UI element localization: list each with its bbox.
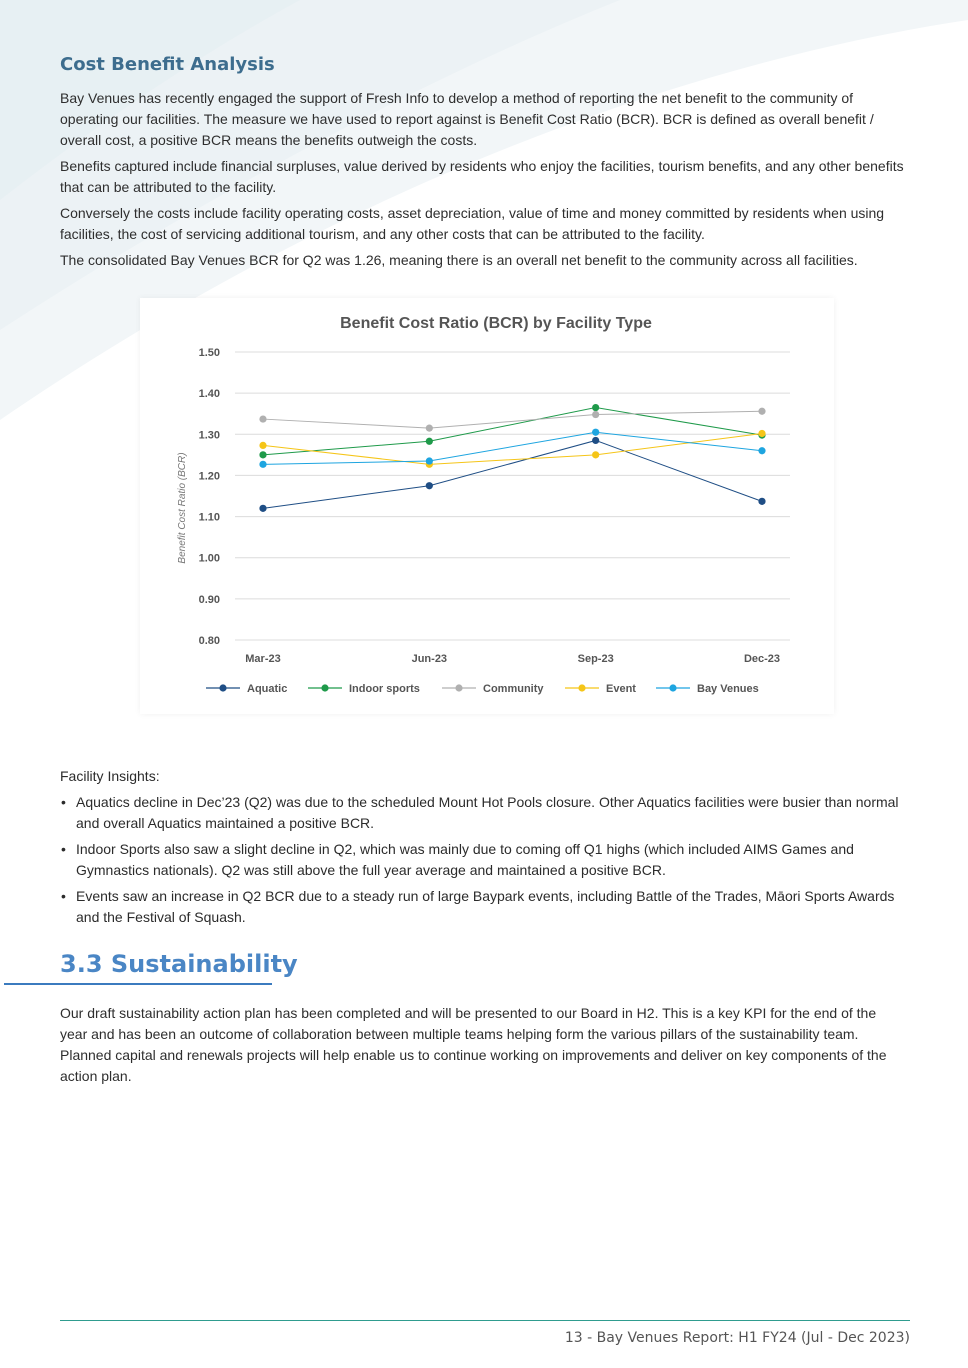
intro-paragraph: The consolidated Bay Venues BCR for Q2 was 1.26, meaning there is an overall net benefit to the community across all facilities. [60,252,858,268]
insights-list [60,792,905,928]
footer-divider [60,1320,910,1321]
data-point [758,498,765,505]
legend-swatch-dot [219,684,226,691]
intro-paragraph: Benefits captured include financial surpluses, value derived by residents who enjoy the facilities, tourism benefits, and any other benefits that can be attributed to the facility. [60,158,904,195]
sustainability-text [60,1003,905,1087]
x-tick-label: Jun-23 [411,653,448,665]
x-tick-label: Sep-23 [577,653,614,665]
insight-item: • Indoor Sports also saw a slight decline in Q2, which was mainly due to coming off Q1 highs (which included AIMS Games and Gymnastics nationals). Q2 was still above the full year average and maintained a positive BCR. [60,839,905,881]
legend-label: Indoor sports [349,683,420,695]
series-line [263,411,762,428]
data-point [259,415,266,422]
x-tick-label: Mar-23 [245,653,281,665]
data-point [426,457,433,464]
data-point [592,411,599,418]
y-tick-label: 1.20 [198,470,220,483]
chart-title: Benefit Cost Ratio (BCR) by Facility Type [340,315,652,332]
y-tick-label: 0.90 [198,593,220,606]
legend-label: Event [606,683,636,695]
y-tick-label: 1.30 [198,429,220,442]
legend-label: Community [483,683,544,695]
sustainability-paragraph: Our draft sustainability action plan has been completed and will be presented to our Board in H2. This is a key KPI for the end of the year and has been an outcome of collaboration between multiple teams helping form the various pillars of the sustainability team. Planned capital and renewals projects will help enable us to continue working on improvements and deliver on key components of the action plan. [60,1005,887,1084]
bcr-chart [140,298,834,714]
insight-item: • Events saw an increase in Q2 BCR due to a steady run of large Baypark events, including Battle of the Trades, Māori Sports Awards and the Festival of Squash. [60,886,905,928]
y-axis-label: Benefit Cost Ratio (BCR) [177,452,188,564]
page-footer: 13 - Bay Venues Report: H1 FY24 (Jul - Dec 2023) [564,1330,910,1346]
y-tick-label: 1.40 [198,388,220,401]
y-tick-label: 0.80 [198,635,220,647]
legend-label: Aquatic [247,683,288,695]
data-point [758,408,765,415]
intro-paragraph: Conversely the costs include facility operating costs, asset depreciation, value of time and money committed by residents when using facilities, the cost of servicing additional tourism, and any other costs that can be attributed to the facility. [60,205,885,242]
y-tick-label: 1.50 [198,347,220,359]
title-underline [4,983,272,985]
data-point [259,461,266,468]
data-point [592,404,599,411]
data-point [758,430,765,437]
data-point [758,447,765,454]
data-point [592,437,599,444]
data-point [426,482,433,489]
bcr-chart-svg [140,298,834,714]
data-point [592,451,599,458]
legend-swatch-dot [321,684,328,691]
legend-label: Bay Venues [697,683,759,695]
data-point [259,442,266,449]
facility-insights [60,766,905,933]
data-point [592,429,599,436]
y-tick-label: 1.00 [198,552,220,565]
legend-swatch-dot [578,684,585,691]
data-point [259,451,266,458]
data-point [426,425,433,432]
y-tick-label: 1.10 [198,511,220,524]
legend-swatch-dot [455,684,462,691]
x-tick-label: Dec-23 [743,653,781,665]
data-point [259,505,266,512]
section-heading: Cost Benefit Analysis [60,54,275,75]
series-line [263,440,762,508]
sustainability-title: 3.3 Sustainability [60,950,298,978]
insights-lead: Facility Insights: [60,768,160,784]
legend-swatch-dot [669,684,676,691]
intro-text [60,88,905,276]
intro-paragraph: Bay Venues has recently engaged the support of Fresh Info to develop a method of reporting the net benefit to the community of operating our facilities. The measure we have used to report against is Benefit Cost Ratio (BCR). BCR is defined as overall benefit / overall cost, a positive BCR means the benefits outweigh the costs. [60,90,874,148]
data-point [426,438,433,445]
series-line [263,408,762,455]
insight-item: • Aquatics decline in Dec’23 (Q2) was due to the scheduled Mount Hot Pools closure. Other Aquatics facilities were busier than normal and overall Aquatics maintained a positive BCR. [60,792,905,834]
